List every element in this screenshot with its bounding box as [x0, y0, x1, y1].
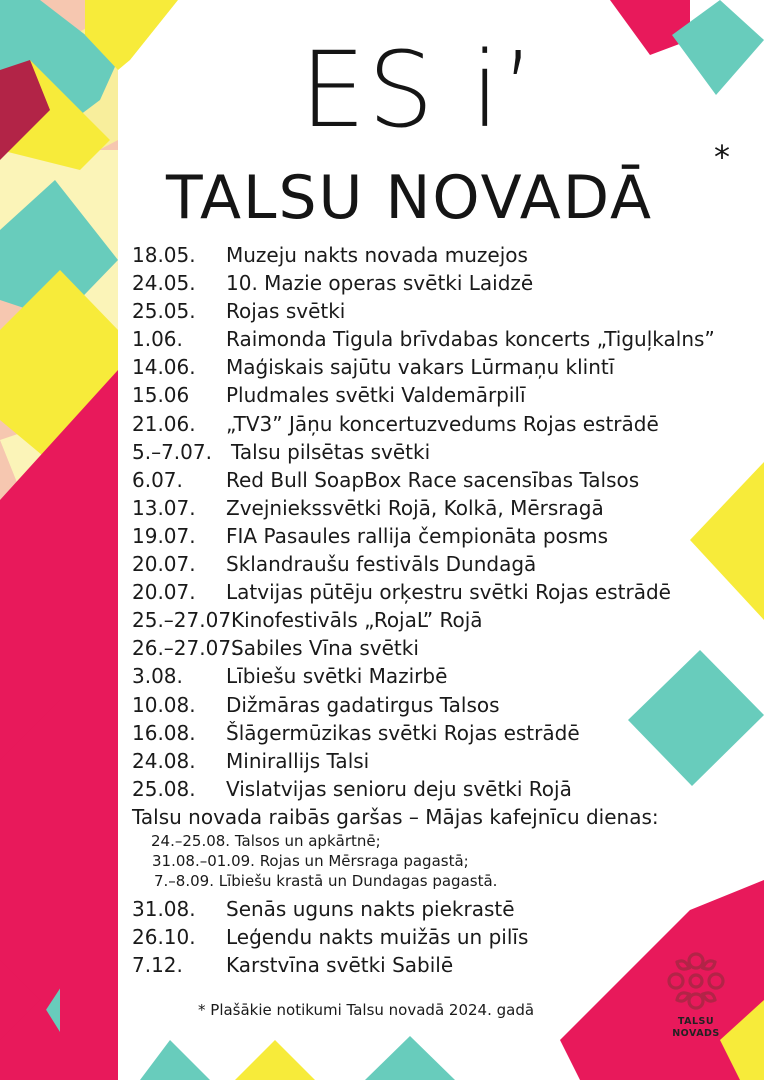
- event-date: 25.–27.07.: [132, 608, 238, 633]
- event-row: [132, 438, 732, 466]
- event-date: 16.08.: [132, 720, 196, 745]
- event-row: [132, 269, 732, 297]
- event-text: Maģiskais sajūtu vakars Lūrmaņu klintī: [226, 355, 615, 380]
- event-text: Senās uguns nakts piekrastē: [226, 896, 515, 921]
- event-date: 5.–7.07.: [132, 439, 212, 464]
- teal-tile: [140, 1040, 210, 1080]
- event-date: 20.07.: [132, 552, 196, 577]
- event-row: [132, 550, 732, 578]
- cafe-day-item: 7.–8.09. Lībiešu krastā un Dundagas pagastā.: [154, 871, 498, 890]
- event-date: 24.08.: [132, 748, 196, 773]
- logo-line-1: TALSU: [677, 1016, 715, 1027]
- title-asterisk: *: [714, 138, 730, 176]
- event-date: 3.08.: [132, 664, 183, 689]
- event-row: [132, 606, 732, 634]
- event-row: [132, 297, 732, 325]
- event-text: Talsu pilsētas svētki: [231, 439, 431, 464]
- event-row: [132, 410, 732, 438]
- event-text: Lībiešu svētki Mazirbē: [226, 664, 448, 689]
- event-row: [132, 353, 732, 381]
- event-text: Sabiles Vīna svētki: [231, 636, 419, 661]
- event-row: [132, 923, 732, 951]
- event-text: FIA Pasaules rallija čempionāta posms: [226, 523, 609, 548]
- event-date: 6.07.: [132, 467, 183, 492]
- event-text: Dižmāras gadatirgus Talsos: [226, 692, 500, 717]
- cafe-day-item: 24.–25.08. Talsos un apkārtnē;: [151, 831, 381, 850]
- event-date: 18.05.: [132, 243, 196, 267]
- event-row: [132, 494, 732, 522]
- event-row: [132, 466, 732, 494]
- event-date: 13.07.: [132, 495, 196, 520]
- event-date: 7.12.: [132, 953, 183, 978]
- event-text: Vislatvijas senioru deju svētki Rojā: [226, 776, 572, 801]
- event-text: Minirallijs Talsi: [226, 748, 370, 773]
- logo-line-2: NOVADS: [672, 1028, 720, 1039]
- event-text: Leģendu nakts muižās un pilīs: [226, 924, 529, 949]
- event-text: Sklandraušu festivāls Dundagā: [226, 552, 537, 577]
- event-date: 21.06.: [132, 411, 196, 436]
- event-row: [132, 775, 732, 803]
- event-date: 14.06.: [132, 355, 196, 380]
- event-text: Muzeju nakts novada muzejos: [226, 243, 528, 267]
- event-row: [132, 895, 732, 923]
- event-date: 10.08.: [132, 692, 196, 717]
- event-text: Rojas svētki: [226, 299, 346, 324]
- ornament-icon: [665, 950, 727, 1012]
- title-line-2: TALSU NOVADĀ: [166, 163, 654, 233]
- event-row: [132, 578, 732, 606]
- event-date: 25.05.: [132, 299, 196, 324]
- yellow-tile: [235, 1040, 315, 1080]
- pink-tile: [610, 0, 690, 55]
- event-text: Latvijas pūtēju orķestru svētki Rojas estrādē: [226, 580, 671, 605]
- event-text: Šlāgermūzikas svētki Rojas estrādē: [226, 720, 580, 745]
- event-text: Red Bull SoapBox Race sacensības Talsos: [226, 467, 640, 492]
- event-date: 15.06: [132, 383, 190, 408]
- event-text: Karstvīna svētki Sabilē: [226, 953, 454, 978]
- event-date: 26.10.: [132, 924, 196, 949]
- event-date: 19.07.: [132, 523, 196, 548]
- event-row: [132, 662, 732, 690]
- event-text: 10. Mazie operas svētki Laidzē: [226, 271, 534, 296]
- event-text: Kinofestivāls „RojaL” Rojā: [231, 608, 483, 633]
- event-row: [132, 325, 732, 353]
- event-date: 25.08.: [132, 776, 196, 801]
- talsu-novads-logo: [660, 950, 732, 1040]
- event-row: [132, 747, 732, 775]
- event-row: [132, 522, 732, 550]
- title-line-1: ES i’: [300, 29, 537, 151]
- event-date: 24.05.: [132, 271, 196, 296]
- events-list: [132, 241, 732, 979]
- event-row: [132, 241, 732, 269]
- event-text: „TV3” Jāņu koncertuzvedums Rojas estrādē: [226, 411, 659, 436]
- event-text: Pludmales svētki Valdemārpilī: [226, 383, 526, 408]
- event-date: 20.07.: [132, 580, 196, 605]
- event-date: 31.08.: [132, 896, 196, 921]
- event-row: [132, 381, 732, 409]
- event-row: [132, 719, 732, 747]
- event-date: 26.–27.07.: [132, 636, 238, 661]
- event-row: [132, 951, 732, 979]
- event-row: [132, 691, 732, 719]
- event-row: [132, 634, 732, 662]
- event-text: Zvejniekssvētki Rojā, Kolkā, Mērsragā: [226, 495, 604, 520]
- teal-tile: [365, 1036, 455, 1080]
- event-text: Raimonda Tigula brīvdabas koncerts „Tiguļkalns”: [226, 327, 715, 352]
- cafe-day-item: 31.08.–01.09. Rojas un Mērsraga pagastā;: [152, 851, 469, 870]
- footnote: * Plašākie notikumi Talsu novadā 2024. gadā: [198, 1001, 535, 1019]
- event-date: 1.06.: [132, 327, 183, 352]
- cafe-days-heading: Talsu novada raibās garšas – Mājas kafejnīcu dienas:: [132, 804, 659, 829]
